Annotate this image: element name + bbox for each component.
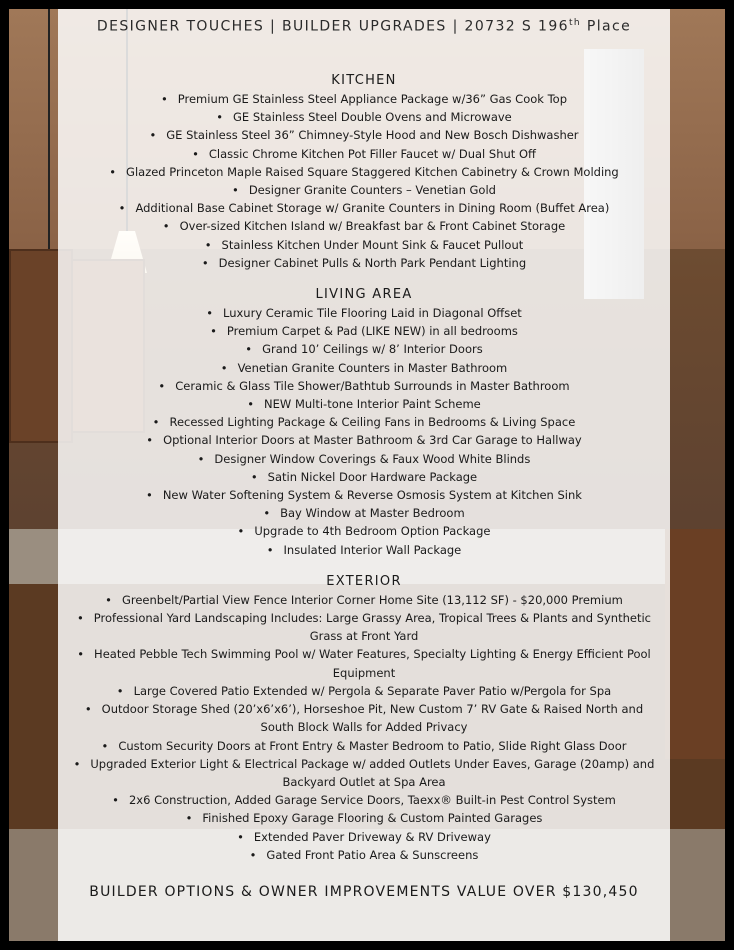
feature-item: • Heated Pebble Tech Swimming Pool w/ Water Features, Specialty Lighting & Energy Efficient Pool Equipment: [58, 645, 670, 681]
feature-list: [58, 90, 670, 272]
feature-item: • Optional Interior Doors at Master Bathroom & 3rd Car Garage to Hallway: [58, 431, 670, 449]
feature-item: • New Water Softening System & Reverse Osmosis System at Kitchen Sink: [58, 486, 670, 504]
feature-item: • Designer Granite Counters – Venetian Gold: [58, 181, 670, 199]
feature-item: • Designer Cabinet Pulls & North Park Pendant Lighting: [58, 254, 670, 272]
feature-list: [58, 304, 670, 559]
feature-item: • Luxury Ceramic Tile Flooring Laid in Diagonal Offset: [58, 304, 670, 322]
feature-item: • Recessed Lighting Package & Ceiling Fans in Bedrooms & Living Space: [58, 413, 670, 431]
feature-item: • Glazed Princeton Maple Raised Square Staggered Kitchen Cabinetry & Crown Molding: [58, 163, 670, 181]
value-summary: BUILDER OPTIONS & OWNER IMPROVEMENTS VALUE OVER $130,450: [89, 884, 639, 900]
section-exterior: [58, 573, 670, 864]
feature-item: • Additional Base Cabinet Storage w/ Granite Counters in Dining Room (Buffet Area): [58, 199, 670, 217]
cabinet-image: [665, 529, 725, 759]
feature-item: • Custom Security Doors at Front Entry & Master Bedroom to Patio, Slide Right Glass Door: [58, 737, 670, 755]
page-title: DESIGNER TOUCHES | BUILDER UPGRADES | 20732 S 196th Place: [96, 18, 632, 35]
feature-item: • 2x6 Construction, Added Garage Service Doors, Taexx® Built-in Pest Control System: [58, 791, 670, 809]
feature-item: • Venetian Granite Counters in Master Bathroom: [58, 359, 670, 377]
feature-item: • Grand 10’ Ceilings w/ 8’ Interior Doors: [58, 340, 670, 358]
feature-item: • Classic Chrome Kitchen Pot Filler Faucet w/ Dual Shut Off: [58, 145, 670, 163]
feature-item: • Outdoor Storage Shed (20’x6’x6’), Horseshoe Pit, New Custom 7’ RV Gate & Raised North and South Block Walls for Added Privacy: [58, 700, 670, 736]
features-list: [58, 72, 670, 878]
feature-item: • Ceramic & Glass Tile Shower/Bathtub Surrounds in Master Bathroom: [58, 377, 670, 395]
feature-list: [58, 591, 670, 864]
feature-item: • Upgrade to 4th Bedroom Option Package: [58, 522, 670, 540]
feature-item: • Extended Paver Driveway & RV Driveway: [58, 828, 670, 846]
pendant-cord: [48, 9, 50, 259]
feature-item: • Satin Nickel Door Hardware Package: [58, 468, 670, 486]
feature-item: • NEW Multi-tone Interior Paint Scheme: [58, 395, 670, 413]
feature-item: • Stainless Kitchen Under Mount Sink & Faucet Pullout: [58, 236, 670, 254]
section-heading: KITCHEN: [331, 73, 397, 88]
feature-item: • Finished Epoxy Garage Flooring & Custom Painted Garages: [58, 809, 670, 827]
feature-item: • Designer Window Coverings & Faux Wood White Blinds: [58, 450, 670, 468]
feature-item: • Over-sized Kitchen Island w/ Breakfast bar & Front Cabinet Storage: [58, 217, 670, 235]
section-heading: LIVING AREA: [315, 287, 413, 303]
feature-item: • Greenbelt/Partial View Fence Interior Corner Home Site (13,112 SF) - $20,000 Premium: [58, 591, 670, 609]
feature-item: • Insulated Interior Wall Package: [58, 541, 670, 559]
feature-item: • Bay Window at Master Bedroom: [58, 504, 670, 522]
section-living-area: [58, 286, 670, 559]
section-heading: EXTERIOR: [326, 573, 402, 589]
feature-item: • Premium Carpet & Pad (LIKE NEW) in all bedrooms: [58, 322, 670, 340]
feature-item: • Upgraded Exterior Light & Electrical Package w/ added Outlets Under Eaves, Garage (20amp) and Backyard Outlet at Spa Area: [58, 755, 670, 791]
section-kitchen: [58, 72, 670, 272]
feature-item: • Gated Front Patio Area & Sunscreens: [58, 846, 670, 864]
feature-item: • GE Stainless Steel 36” Chimney-Style Hood and New Bosch Dishwasher: [58, 126, 670, 144]
feature-item: • Large Covered Patio Extended w/ Pergola & Separate Paver Patio w/Pergola for Spa: [58, 682, 670, 700]
feature-item: • Professional Yard Landscaping Includes: Large Grassy Area, Tropical Trees & Plants and Synthetic Grass at Front Yard: [58, 609, 670, 645]
feature-item: • GE Stainless Steel Double Ovens and Microwave: [58, 108, 670, 126]
feature-item: • Premium GE Stainless Steel Appliance Package w/36” Gas Cook Top: [58, 90, 670, 108]
